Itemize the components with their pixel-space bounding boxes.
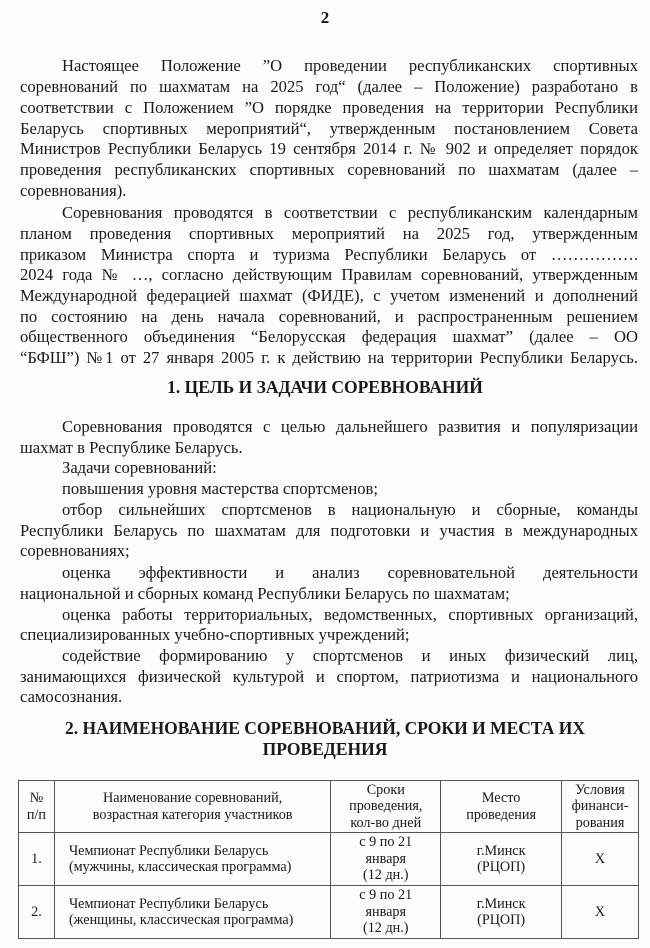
section-1-line: Соревнования проводятся с целью дальнейшего развития и популяризации <box>62 417 638 436</box>
section-1-line: повышения уровня мастерства спортсменов; <box>62 479 378 498</box>
section-2-title-cont: ПРОВЕДЕНИЯ <box>262 739 388 759</box>
section-1-line: Задачи соревнований: <box>62 458 217 477</box>
intro-p1-line: проведения республиканских спортивных соревнований по шахматам (далее – <box>20 160 638 179</box>
table-header-row <box>19 781 639 833</box>
section-1-line: соревнованиях; <box>20 541 130 560</box>
section-1-line: самосознания. <box>20 687 123 706</box>
page-number: 2 <box>320 8 330 27</box>
cell-place: г.Минск (РЦОП) <box>441 886 562 939</box>
intro-p1-line: соревнований по шахматам на 2025 год“ (далее – Положение) разработано в <box>20 77 638 96</box>
section-2-title: 2. НАИМЕНОВАНИЕ СОРЕВНОВАНИЙ, СРОКИ И МЕСТА ИХ <box>65 718 585 738</box>
intro-p2-line: Соревнования проводятся в соответствии с республиканским календарным <box>62 203 638 222</box>
section-1-line: Республики Беларусь по шахматам для подготовки и участия в международных <box>20 521 638 540</box>
section-1-line: отбор сильнейших спортсменов в национальную и сборные, команды <box>62 500 638 519</box>
section-1-line: содействие формированию у спортсменов и иных физический лиц, <box>62 646 638 665</box>
intro-p2-line: Международной федерацией шахмат (ФИДЕ), с учетом изменений и дополнений <box>20 286 638 305</box>
intro-p1-line: Беларусь спортивных мероприятий“, утвержденным постановлением Совета <box>20 119 638 138</box>
section-1-line: оценка работы территориальных, ведомственных, спортивных организаций, <box>62 605 638 624</box>
intro-p1-line: Министров Республики Беларусь 19 сентября 2014 г. № 902 и определяет порядок <box>20 139 638 158</box>
intro-p2-line: приказом Министра спорта и туризма Республики Беларусь от ……………. <box>20 245 638 264</box>
intro-p2-line: планом проведения спортивных мероприятий на 2025 год, утвержденным <box>20 224 638 243</box>
intro-p2-line: общественного объединения “Белорусская федерация шахмат” (далее – ОО <box>20 327 638 346</box>
section-1-title: 1. ЦЕЛЬ И ЗАДАЧИ СОРЕВНОВАНИЙ <box>167 377 483 397</box>
section-1-line: шахмат в Республике Беларусь. <box>20 438 243 457</box>
cell-place: г.Минск (РЦОП) <box>441 833 562 886</box>
intro-p1-line: соответствии с Положением ”О порядке проведения на территории Республики <box>20 98 638 117</box>
cell-name: Чемпионат Республики Беларусь (мужчины, классическая программа) <box>54 833 330 886</box>
cell-num: 2. <box>19 886 55 939</box>
table-row <box>19 833 639 886</box>
cell-finance: Х <box>562 833 639 886</box>
header-num: № п/п <box>19 781 55 833</box>
section-1-line: национальной и сборных команд Республики Беларусь по шахматам; <box>20 584 510 603</box>
cell-dates: с 9 по 21 января (12 дн.) <box>331 886 441 939</box>
intro-p2-line: 2024 года № …, согласно действующим Правилам соревнований, утвержденным <box>20 265 638 284</box>
competitions-table <box>18 780 639 939</box>
section-1-line: занимающихся физической культурой и спортом, патриотизма и национального <box>20 667 638 686</box>
intro-p2-line: “БФШ”) №1 от 27 января 2005 г. к действию на территории Республики Беларусь. <box>20 348 638 367</box>
intro-p2-line: по состоянию на день начала соревнований, и распространенным решением <box>20 307 638 326</box>
intro-p1-line: соревнования). <box>20 181 127 200</box>
cell-name: Чемпионат Республики Беларусь (женщины, классическая программа) <box>54 886 330 939</box>
intro-p1-line: Настоящее Положение ”О проведении республиканских спортивных <box>62 56 638 75</box>
table-row <box>19 886 639 939</box>
cell-num: 1. <box>19 833 55 886</box>
header-dates: Сроки проведения, кол-во дней <box>331 781 441 833</box>
cell-finance: Х <box>562 886 639 939</box>
section-1-line: специализированных учебно-спортивных учреждений; <box>20 625 410 644</box>
header-finance: Условия финанси- рования <box>562 781 639 833</box>
section-1-line: оценка эффективности и анализ соревновательной деятельности <box>62 563 638 582</box>
cell-dates: с 9 по 21 января (12 дн.) <box>331 833 441 886</box>
header-name: Наименование соревнований, возрастная категория участников <box>54 781 330 833</box>
header-place: Место проведения <box>441 781 562 833</box>
